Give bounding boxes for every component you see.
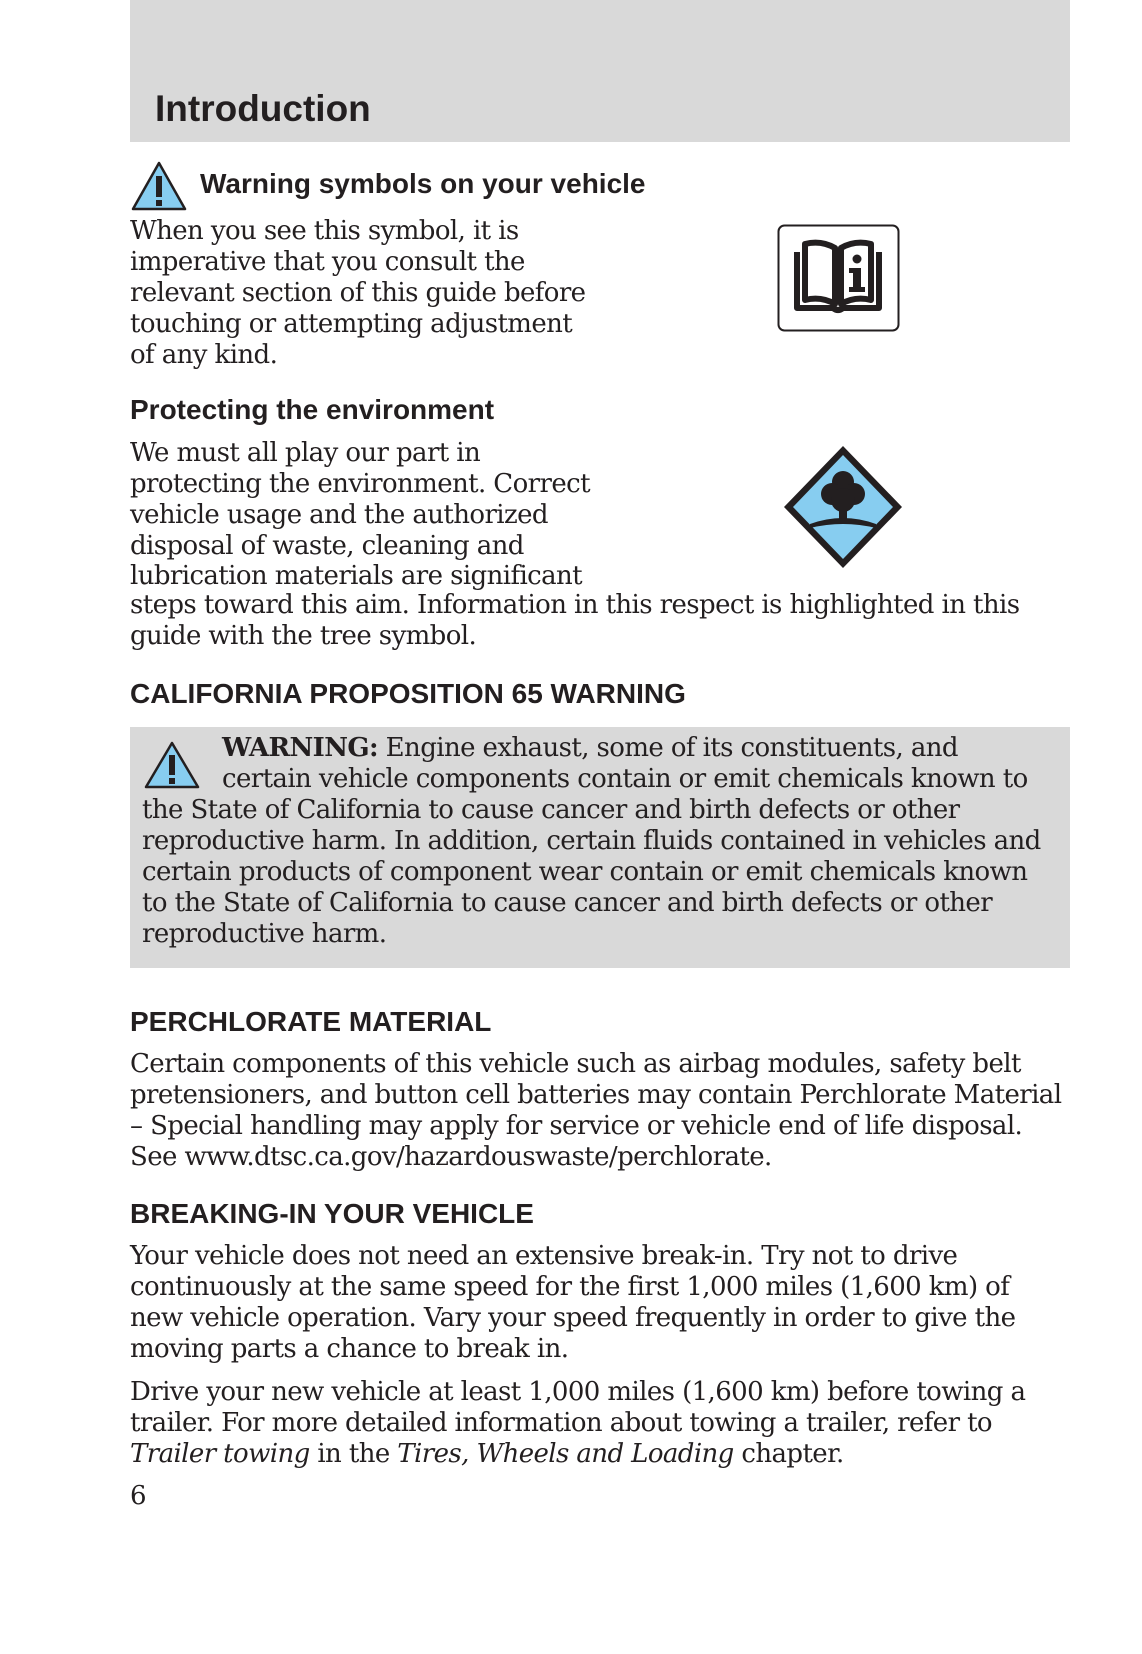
- warning-triangle-icon: [143, 740, 201, 790]
- text-line: vehicle usage and the authorized: [130, 500, 548, 530]
- breaking-in-para2: [130, 1377, 1025, 1470]
- text-line: [130, 1439, 1025, 1470]
- prop65-second-line: [222, 764, 1028, 795]
- environment-heading: Protecting the environment: [130, 394, 495, 425]
- warning-text-start: Engine exhaust, some of its constituents, and: [378, 733, 958, 763]
- text-line: moving parts a chance to break in.: [130, 1334, 569, 1364]
- text-line: guide with the tree symbol.: [130, 621, 477, 651]
- text-line: Your vehicle does not need an extensive break-in. Try not to drive: [130, 1241, 958, 1271]
- prop65-first-line: [222, 733, 958, 764]
- text-line: protecting the environment. Correct: [130, 469, 590, 499]
- text-line: See www.dtsc.ca.gov/hazardouswaste/perchlorate.: [130, 1142, 772, 1172]
- page-number: 6: [130, 1481, 147, 1511]
- breaking-in-heading: BREAKING-IN YOUR VEHICLE: [130, 1198, 534, 1229]
- text-line: certain vehicle components contain or emit chemicals known to: [222, 764, 1028, 794]
- text-line: imperative that you consult the: [130, 247, 525, 277]
- text-line: [222, 733, 958, 764]
- prop65-text: [142, 795, 1041, 950]
- breaking-in-para1: [130, 1241, 1015, 1365]
- text-line: Drive your new vehicle at least 1,000 miles (1,600 km) before towing a: [130, 1377, 1026, 1407]
- text-line: reproductive harm.: [142, 919, 387, 949]
- text-line: pretensioners, and button cell batteries may contain Perchlorate Material: [130, 1080, 1062, 1110]
- text-fragment: chapter.: [733, 1439, 844, 1469]
- text-line: relevant section of this guide before: [130, 278, 586, 308]
- page-title: Introduction: [155, 88, 371, 129]
- perchlorate-heading: PERCHLORATE MATERIAL: [130, 1006, 492, 1037]
- text-line: When you see this symbol, it is: [130, 216, 519, 246]
- text-line: steps toward this aim. Information in this respect is highlighted in this: [130, 590, 1020, 620]
- text-line: certain products of component wear contain or emit chemicals known: [142, 857, 1028, 887]
- text-line: disposal of waste, cleaning and: [130, 531, 524, 561]
- text-line: the State of California to cause cancer and birth defects or other: [142, 795, 960, 825]
- perchlorate-text: [130, 1049, 1061, 1173]
- text-line: trailer. For more detailed information about towing a trailer, refer to: [130, 1408, 992, 1438]
- warning-symbols-text: [130, 216, 585, 371]
- warning-symbols-heading: Warning symbols on your vehicle: [200, 168, 646, 199]
- text-line: Certain components of this vehicle such as airbag modules, safety belt: [130, 1049, 1021, 1079]
- text-line: to the State of California to cause cancer and birth defects or other: [142, 888, 993, 918]
- text-line: new vehicle operation. Vary your speed frequently in order to give the: [130, 1303, 1016, 1333]
- warning-triangle-icon: [130, 160, 188, 212]
- tree-symbol-icon: [780, 442, 906, 572]
- prop65-heading: CALIFORNIA PROPOSITION 65 WARNING: [130, 678, 686, 709]
- text-line: touching or attempting adjustment: [130, 309, 573, 339]
- trailer-towing-reference: Trailer towing: [130, 1439, 310, 1469]
- chapter-reference: Tires, Wheels and Loading: [397, 1439, 734, 1469]
- text-line: reproductive harm. In addition, certain fluids contained in vehicles and: [142, 826, 1041, 856]
- warning-label: WARNING:: [222, 733, 379, 763]
- text-line: of any kind.: [130, 340, 278, 370]
- manual-info-icon: [777, 224, 900, 332]
- text-line: continuously at the same speed for the first 1,000 miles (1,600 km) of: [130, 1272, 1010, 1302]
- text-line: – Special handling may apply for service or vehicle end of life disposal.: [130, 1111, 1023, 1141]
- text-fragment: in the: [309, 1439, 398, 1469]
- text-line: We must all play our part in: [130, 438, 481, 468]
- text-line: lubrication materials are significant: [130, 561, 583, 591]
